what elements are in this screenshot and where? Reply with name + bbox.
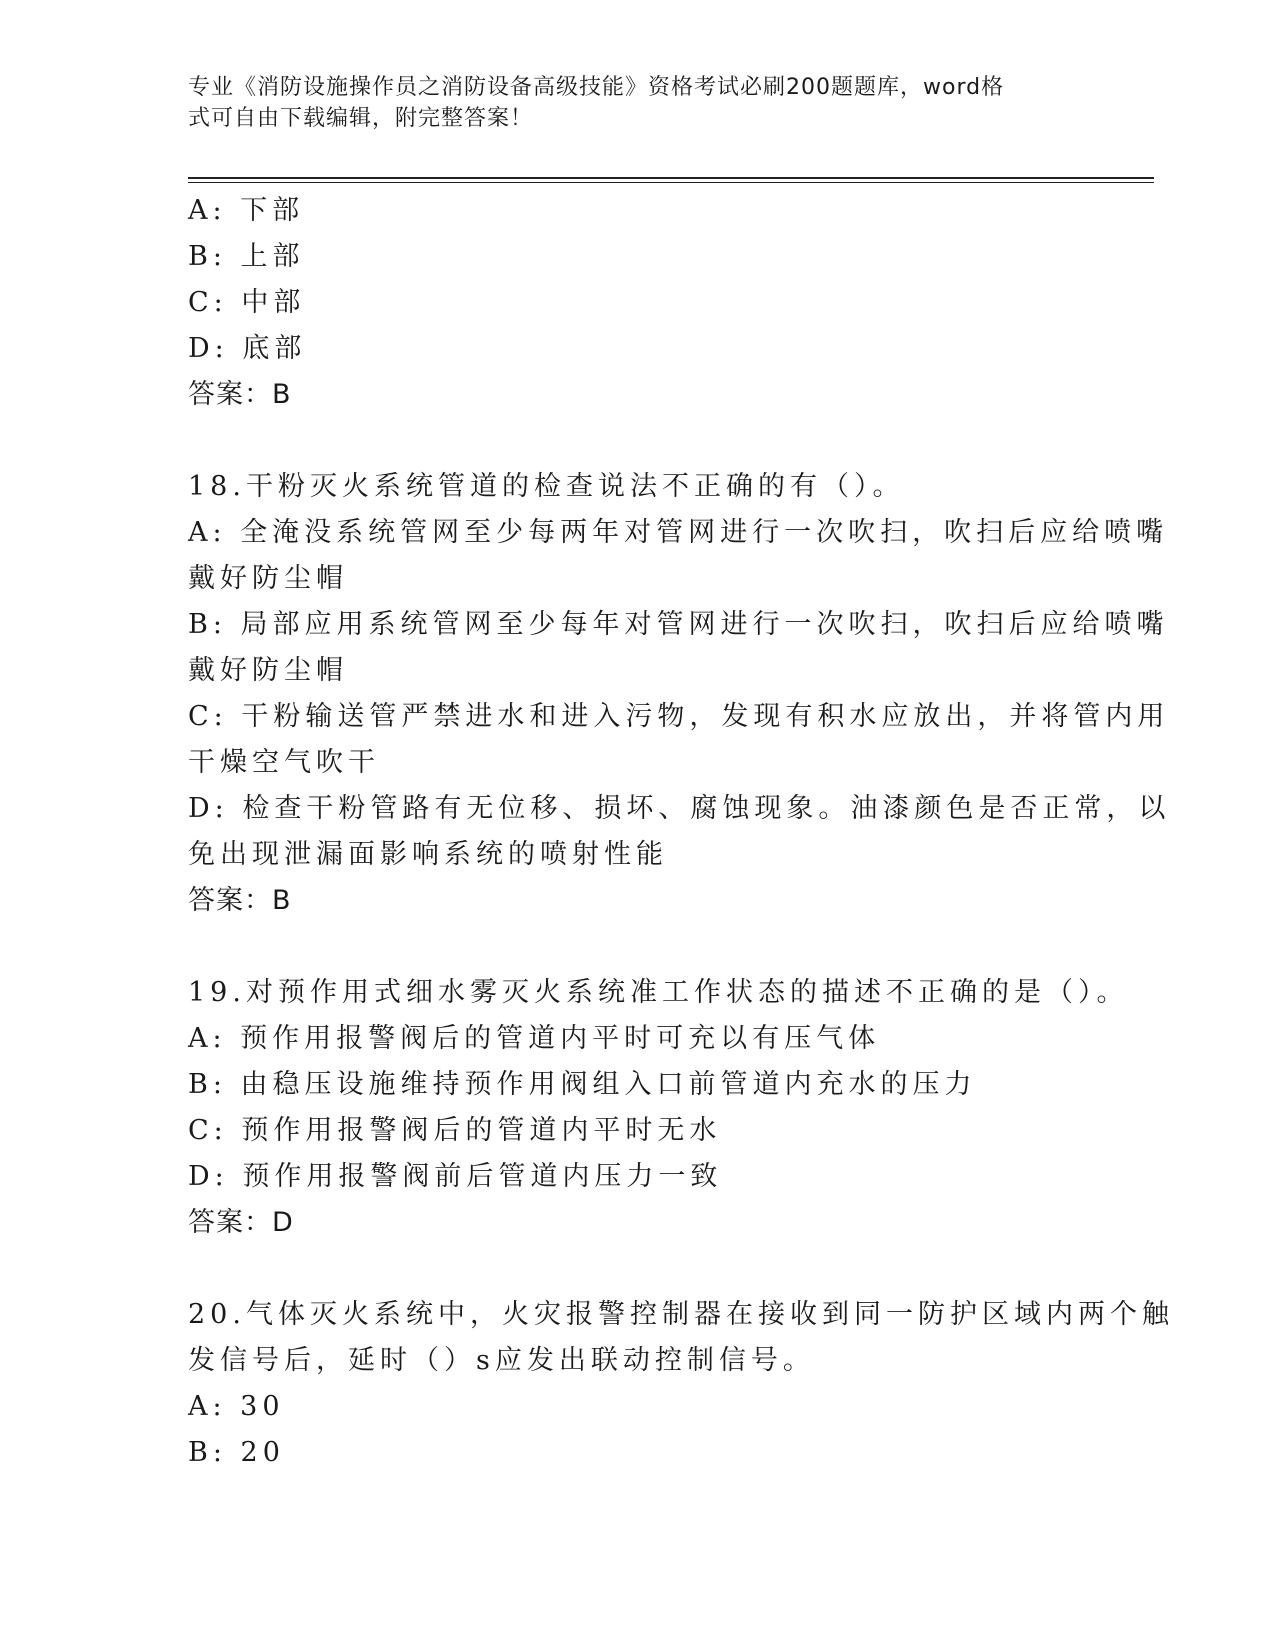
option-d: D: 底部 [188,333,307,364]
question-stem: 19.对预作用式细水雾灭火系统准工作状态的描述不正确的是（）。 [188,977,1129,1008]
question-list [188,188,1174,1476]
question-20 [188,1292,1174,1476]
option-a: A: 下部 [188,195,305,226]
option-d-continued: 免出现泄漏面影响系统的喷射性能 [188,839,668,870]
header-divider [188,177,1154,179]
spacer [188,924,1088,970]
option-d: D: 预作用报警阀前后管道内压力一致 [188,1161,723,1192]
option-b: B: 局部应用系统管网至少每年对管网进行一次吹扫，吹扫后应给喷嘴 [188,609,1169,640]
option-c: C: 预作用报警阀后的管道内平时无水 [188,1115,722,1146]
option-d: D: 检查干粉管路有无位移、损坏、腐蚀现象。油漆颜色是否正常，以 [188,793,1171,824]
answer: 答案：D [188,1207,294,1238]
option-a-continued: 戴好防尘帽 [188,563,348,594]
option-c: C: 干粉输送管严禁进水和进入污物，发现有积水应放出，并将管内用 [188,701,1170,732]
option-b: B: 20 [188,1437,285,1468]
option-a: A: 预作用报警阀后的管道内平时可充以有压气体 [188,1023,881,1054]
question-stem-continued: 发信号后，延时（）s应发出联动控制信号。 [188,1345,815,1376]
question-18 [188,464,1171,924]
option-a: A: 30 [188,1391,285,1422]
option-a: A: 全淹没系统管网至少每两年对管网进行一次吹扫，吹扫后应给喷嘴 [188,517,1169,548]
question-19 [188,970,1129,1246]
header-line-1: 专业《消防设施操作员之消防设备高级技能》资格考试必刷200题题库，word格 [188,75,1005,100]
spacer [188,1246,1088,1292]
header-divider-thin [188,182,1154,183]
option-b: B: 由稳压设施维持预作用阀组入口前管道内充水的压力 [188,1069,977,1100]
option-c-continued: 干燥空气吹干 [188,747,380,778]
option-b-continued: 戴好防尘帽 [188,655,348,686]
document-header [188,72,1068,134]
question-stem: 20.气体灭火系统中，火灾报警控制器在接收到同一防护区域内两个触 [188,1299,1174,1330]
answer: 答案：B [188,885,292,916]
header-line-2: 式可自由下载编辑，附完整答案！ [188,106,534,131]
question-17-options [188,188,1088,418]
question-stem: 18.干粉灭火系统管道的检查说法不正确的有（）。 [188,471,905,502]
option-c: C: 中部 [188,287,306,318]
answer: 答案：B [188,379,292,410]
option-b: B: 上部 [188,241,305,272]
spacer [188,418,1088,464]
